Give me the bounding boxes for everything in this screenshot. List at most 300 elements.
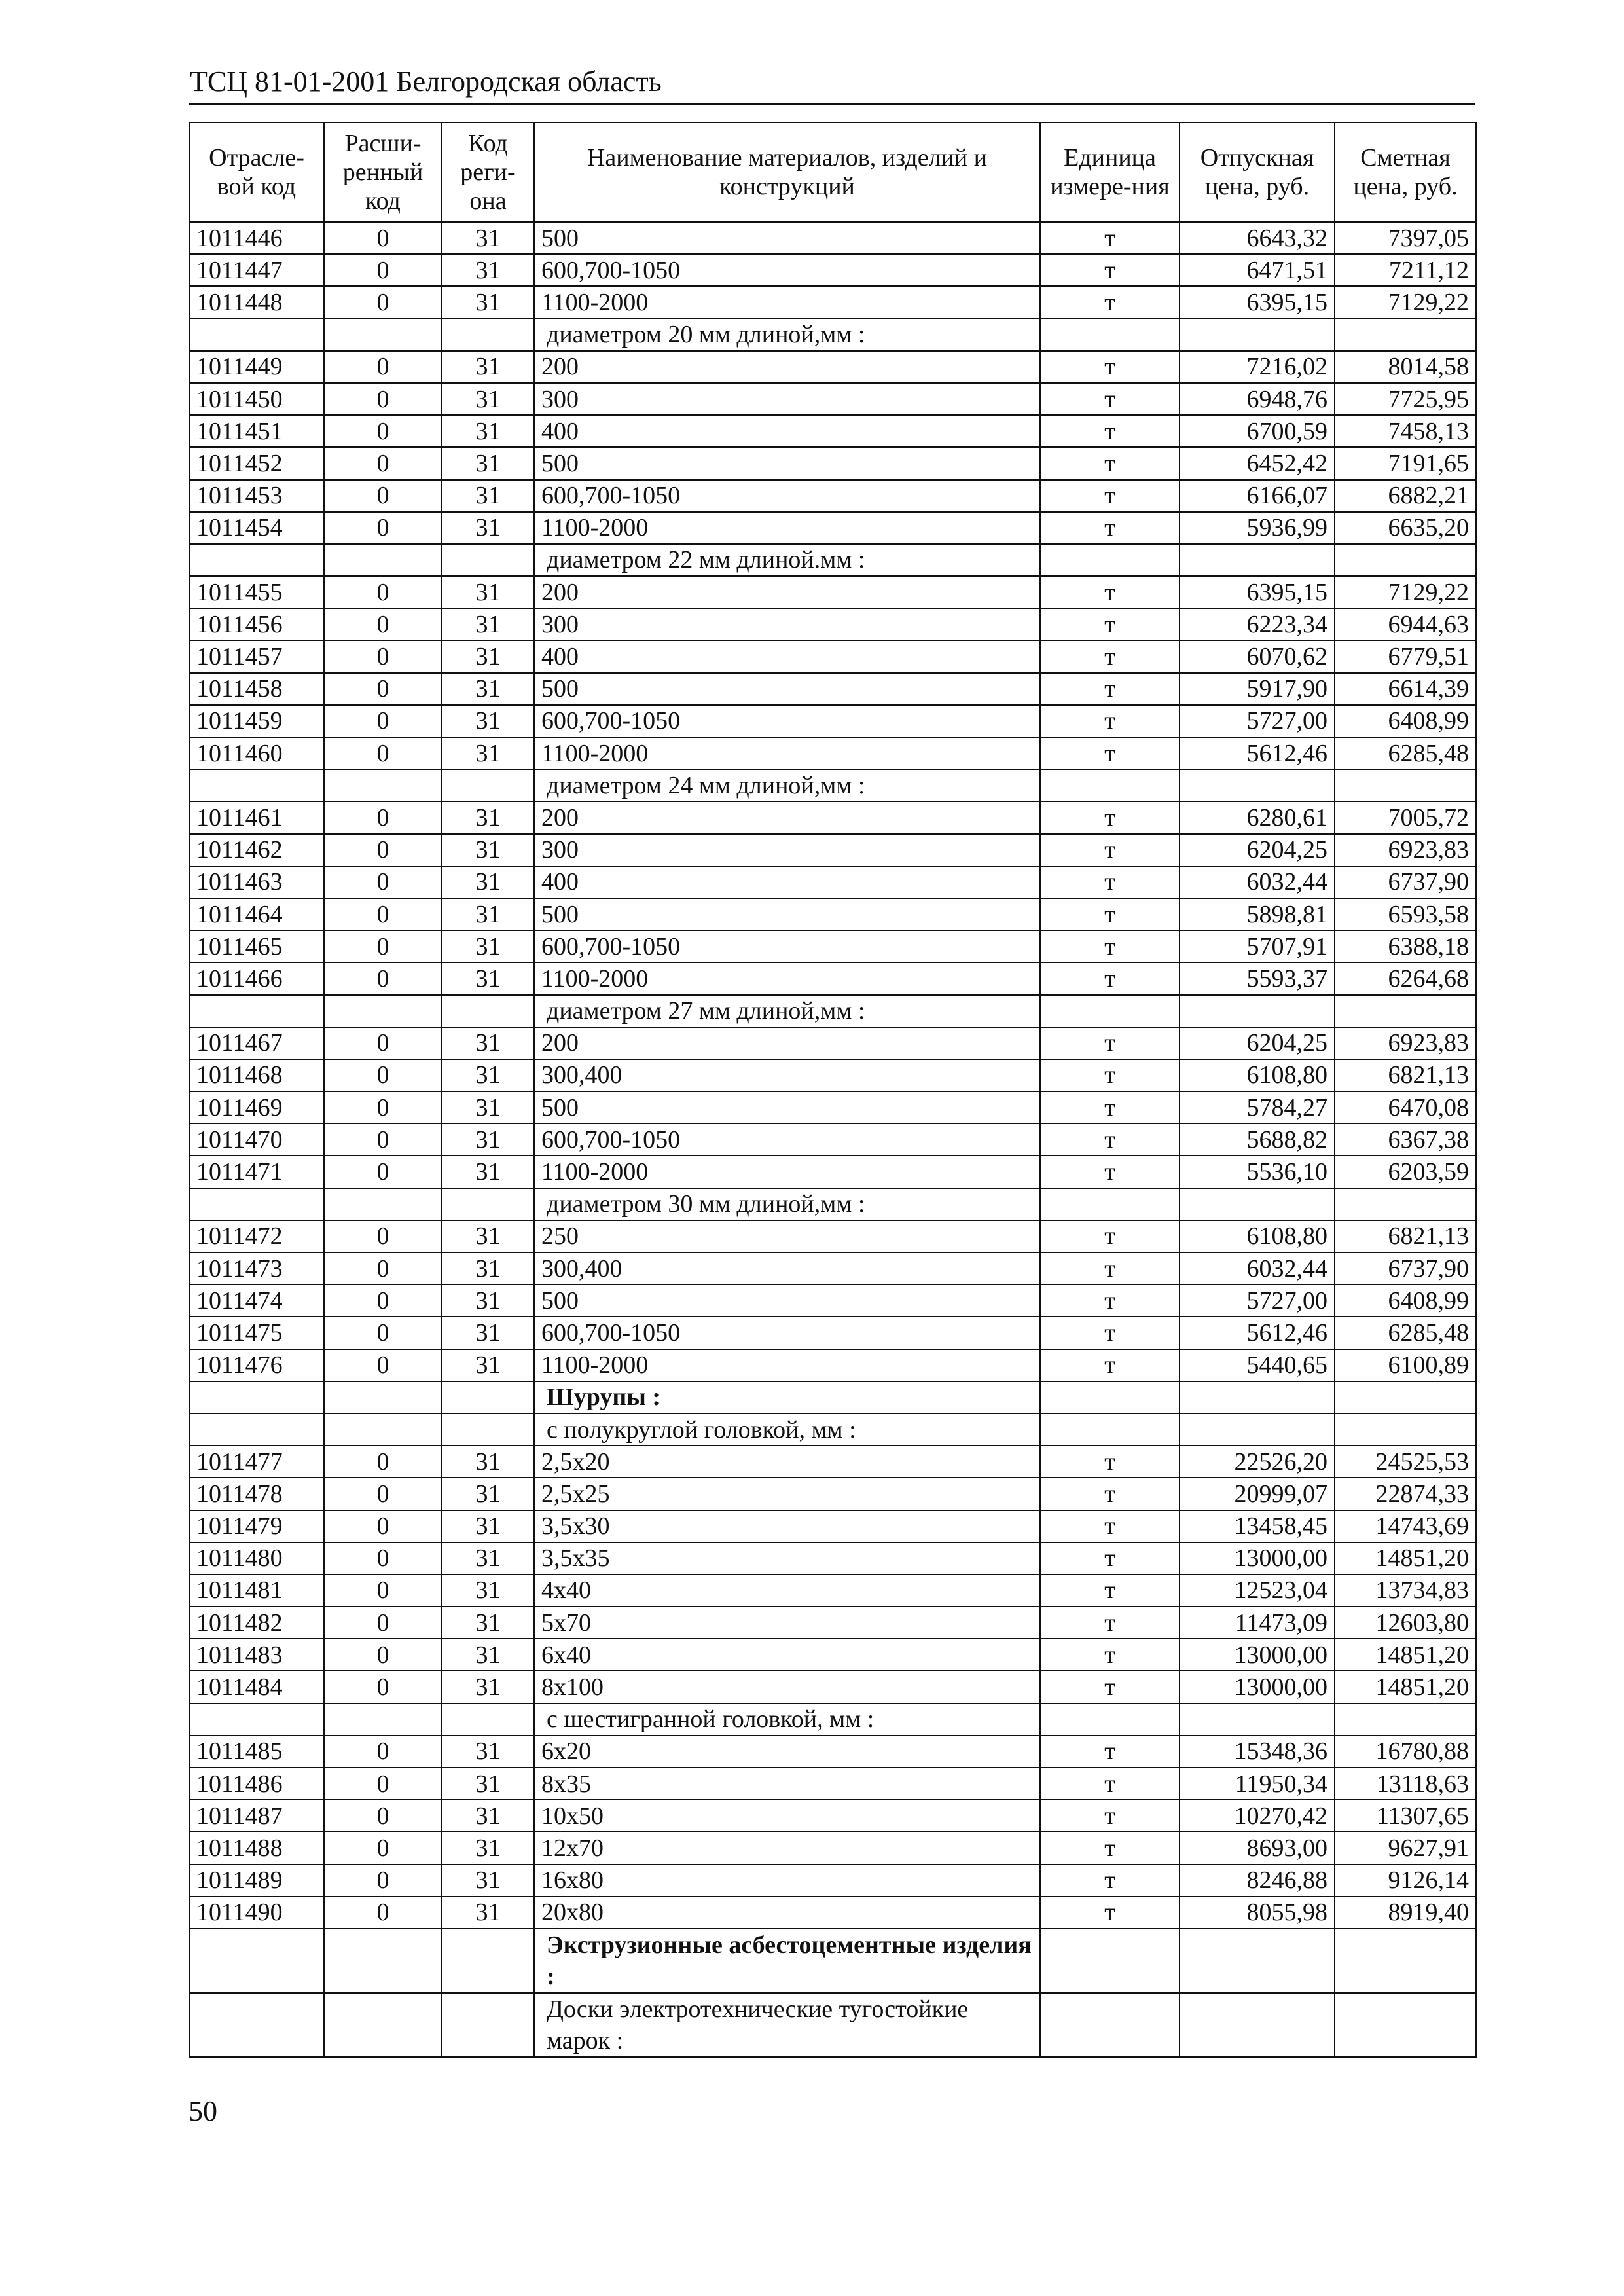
cell-extended-code: 0 [324,351,442,383]
cell-extended-code: 0 [324,1768,442,1800]
cell-release-price: 10270,42 [1180,1800,1335,1832]
table-section-row [189,1929,1476,1993]
cell-estimate-price: 8014,58 [1335,351,1476,383]
cell-name: 6x40 [534,1639,1040,1671]
table-section-row [189,769,1476,801]
cell-branch-code: 1011446 [189,222,324,254]
cell-extended-code: 0 [324,1736,442,1768]
page-number: 50 [189,2095,217,2127]
cell-branch-code: 1011448 [189,286,324,318]
cell-branch-code: 1011479 [189,1510,324,1542]
cell-estimate-price [1335,1381,1476,1413]
table-header-row [189,122,1476,222]
cell-release-price [1180,544,1335,576]
cell-extended-code: 0 [324,1800,442,1832]
cell-extended-code: 0 [324,576,442,608]
cell-name: 400 [534,415,1040,447]
cell-extended-code: 0 [324,447,442,479]
cell-release-price: 6395,15 [1180,576,1335,608]
cell-region-code: 31 [442,930,534,962]
cell-region-code: 31 [442,608,534,640]
cell-name: 16x80 [534,1865,1040,1897]
cell-unit [1040,544,1180,576]
cell-name: 600,700-1050 [534,1123,1040,1156]
cell-name: 8x100 [534,1671,1040,1703]
cell-unit [1040,769,1180,801]
cell-branch-code: 1011458 [189,673,324,705]
cell-branch-code: 1011467 [189,1027,324,1059]
cell-unit: т [1040,737,1180,769]
cell-region-code: 31 [442,1317,534,1349]
cell-extended-code: 0 [324,1059,442,1091]
cell-estimate-price [1335,1188,1476,1220]
cell-branch-code: 1011447 [189,254,324,286]
cell-name: диаметром 22 мм длиной.мм : [534,544,1040,576]
cell-estimate-price: 6821,13 [1335,1220,1476,1252]
cell-name: 300 [534,608,1040,640]
cell-unit: т [1040,1285,1180,1317]
cell-branch-code [189,1381,324,1413]
cell-branch-code [189,1188,324,1220]
table-row [189,1575,1476,1607]
cell-branch-code: 1011487 [189,1800,324,1832]
cell-estimate-price: 6203,59 [1335,1156,1476,1188]
table-section-row [189,1993,1476,2057]
cell-region-code [442,544,534,576]
cell-release-price: 5727,00 [1180,1285,1335,1317]
cell-extended-code: 0 [324,1671,442,1703]
table-row [189,866,1476,898]
table-row [189,383,1476,415]
cell-unit: т [1040,705,1180,737]
cell-branch-code [189,319,324,351]
col-extended-code: Расши-ренный код [324,122,442,222]
table-section-row [189,544,1476,576]
table-row [189,1768,1476,1800]
cell-extended-code: 0 [324,480,442,512]
cell-name: 1100-2000 [534,737,1040,769]
cell-name: 5x70 [534,1607,1040,1639]
cell-region-code: 31 [442,480,534,512]
col-region-code: Код реги-она [442,122,534,222]
table-row [189,1220,1476,1252]
cell-branch-code: 1011459 [189,705,324,737]
cell-estimate-price: 6264,68 [1335,962,1476,994]
cell-unit [1040,1929,1180,1993]
cell-region-code [442,995,534,1027]
cell-estimate-price [1335,319,1476,351]
cell-release-price: 5440,65 [1180,1349,1335,1381]
cell-branch-code [189,995,324,1027]
cell-extended-code: 0 [324,1575,442,1607]
cell-region-code: 31 [442,866,534,898]
cell-release-price: 22526,20 [1180,1446,1335,1478]
cell-unit: т [1040,1671,1180,1703]
cell-name: 300,400 [534,1059,1040,1091]
cell-extended-code: 0 [324,1252,442,1285]
cell-estimate-price: 6779,51 [1335,640,1476,672]
cell-region-code [442,1929,534,1993]
cell-branch-code [189,1704,324,1736]
cell-estimate-price: 6408,99 [1335,705,1476,737]
cell-branch-code: 1011454 [189,512,324,544]
cell-release-price: 5612,46 [1180,1317,1335,1349]
table-row [189,801,1476,833]
cell-name: 6x20 [534,1736,1040,1768]
cell-release-price: 6166,07 [1180,480,1335,512]
cell-release-price: 5707,91 [1180,930,1335,962]
cell-unit: т [1040,1317,1180,1349]
cell-name: 1100-2000 [534,512,1040,544]
cell-extended-code: 0 [324,1446,442,1478]
cell-name: 2,5x25 [534,1478,1040,1510]
table-row [189,480,1476,512]
cell-estimate-price: 6100,89 [1335,1349,1476,1381]
cell-name: Экструзионные асбестоцементные изделия : [534,1929,1040,1993]
cell-unit: т [1040,1446,1180,1478]
cell-estimate-price [1335,769,1476,801]
cell-estimate-price [1335,544,1476,576]
cell-unit: т [1040,1123,1180,1156]
cell-estimate-price: 9126,14 [1335,1865,1476,1897]
cell-branch-code [189,769,324,801]
cell-unit: т [1040,1156,1180,1188]
cell-branch-code: 1011473 [189,1252,324,1285]
cell-branch-code: 1011476 [189,1349,324,1381]
cell-release-price [1180,1381,1335,1413]
cell-estimate-price: 12603,80 [1335,1607,1476,1639]
cell-extended-code: 0 [324,673,442,705]
cell-region-code: 31 [442,1607,534,1639]
cell-release-price: 8246,88 [1180,1865,1335,1897]
cell-region-code: 31 [442,801,534,833]
cell-branch-code [189,1993,324,2057]
cell-name: 300,400 [534,1252,1040,1285]
cell-region-code: 31 [442,640,534,672]
cell-region-code: 31 [442,1768,534,1800]
col-name: Наименование материалов, изделий и конструкций [534,122,1040,222]
table-row [189,930,1476,962]
cell-estimate-price: 11307,65 [1335,1800,1476,1832]
cell-extended-code: 0 [324,222,442,254]
price-table [189,122,1477,2058]
cell-unit: т [1040,1220,1180,1252]
cell-extended-code: 0 [324,1897,442,1929]
cell-branch-code: 1011489 [189,1865,324,1897]
cell-branch-code: 1011475 [189,1317,324,1349]
table-row [189,1671,1476,1703]
cell-branch-code: 1011478 [189,1478,324,1510]
cell-extended-code: 0 [324,962,442,994]
cell-estimate-price: 13118,63 [1335,1768,1476,1800]
cell-release-price: 5784,27 [1180,1091,1335,1123]
cell-estimate-price: 6285,48 [1335,1317,1476,1349]
cell-name: 3,5x30 [534,1510,1040,1542]
cell-branch-code: 1011485 [189,1736,324,1768]
table-row [189,1510,1476,1542]
table-row [189,1059,1476,1091]
cell-release-price: 5936,99 [1180,512,1335,544]
cell-branch-code: 1011461 [189,801,324,833]
header-rule [189,103,1475,105]
cell-unit: т [1040,1510,1180,1542]
table-section-row [189,1188,1476,1220]
cell-branch-code: 1011460 [189,737,324,769]
cell-name: 3,5x35 [534,1542,1040,1575]
cell-region-code: 31 [442,1156,534,1188]
cell-region-code: 31 [442,1736,534,1768]
cell-region-code: 31 [442,962,534,994]
cell-release-price: 5688,82 [1180,1123,1335,1156]
cell-region-code: 31 [442,1349,534,1381]
cell-release-price: 5727,00 [1180,705,1335,737]
cell-name: диаметром 20 мм длиной,мм : [534,319,1040,351]
cell-name: 400 [534,866,1040,898]
table-row [189,1156,1476,1188]
cell-name: 500 [534,898,1040,930]
cell-unit: т [1040,1897,1180,1929]
table-row [189,1091,1476,1123]
cell-estimate-price: 6737,90 [1335,866,1476,898]
cell-estimate-price: 6923,83 [1335,1027,1476,1059]
table-row [189,1252,1476,1285]
table-row [189,1832,1476,1864]
cell-unit [1040,1413,1180,1446]
cell-unit: т [1040,222,1180,254]
cell-release-price: 6032,44 [1180,1252,1335,1285]
cell-estimate-price: 9627,91 [1335,1832,1476,1864]
cell-unit: т [1040,1478,1180,1510]
table-section-row [189,319,1476,351]
cell-extended-code: 0 [324,898,442,930]
table-row [189,962,1476,994]
cell-extended-code: 0 [324,1542,442,1575]
col-branch-code: Отрасле-вой код [189,122,324,222]
cell-name: 500 [534,1091,1040,1123]
cell-branch-code: 1011490 [189,1897,324,1929]
cell-region-code: 31 [442,447,534,479]
cell-release-price: 6700,59 [1180,415,1335,447]
cell-region-code: 31 [442,1800,534,1832]
cell-branch-code [189,1929,324,1993]
cell-extended-code: 0 [324,1639,442,1671]
cell-release-price [1180,319,1335,351]
cell-release-price: 6948,76 [1180,383,1335,415]
cell-estimate-price: 6367,38 [1335,1123,1476,1156]
cell-region-code: 31 [442,1671,534,1703]
cell-region-code: 31 [442,737,534,769]
cell-extended-code: 0 [324,608,442,640]
cell-unit: т [1040,351,1180,383]
table-row [189,1607,1476,1639]
table-row [189,351,1476,383]
table-row [189,1349,1476,1381]
cell-release-price: 6204,25 [1180,1027,1335,1059]
cell-release-price: 7216,02 [1180,351,1335,383]
col-estimate-price: Сметная цена, руб. [1335,122,1476,222]
table-row [189,705,1476,737]
cell-extended-code [324,544,442,576]
cell-extended-code [324,1704,442,1736]
cell-extended-code: 0 [324,1317,442,1349]
table-row [189,1736,1476,1768]
cell-region-code: 31 [442,1639,534,1671]
cell-estimate-price: 8919,40 [1335,1897,1476,1929]
cell-extended-code [324,1381,442,1413]
cell-extended-code: 0 [324,640,442,672]
cell-branch-code: 1011471 [189,1156,324,1188]
cell-estimate-price [1335,1929,1476,1993]
table-row [189,1639,1476,1671]
cell-unit: т [1040,480,1180,512]
cell-region-code: 31 [442,1091,534,1123]
cell-branch-code: 1011481 [189,1575,324,1607]
cell-name: 200 [534,1027,1040,1059]
cell-estimate-price: 6285,48 [1335,737,1476,769]
cell-estimate-price [1335,1704,1476,1736]
cell-release-price: 6452,42 [1180,447,1335,479]
cell-branch-code: 1011477 [189,1446,324,1478]
cell-unit: т [1040,383,1180,415]
cell-name: 10x50 [534,1800,1040,1832]
cell-release-price: 6204,25 [1180,834,1335,866]
cell-region-code: 31 [442,512,534,544]
cell-estimate-price [1335,1413,1476,1446]
cell-estimate-price: 7458,13 [1335,415,1476,447]
cell-unit: т [1040,673,1180,705]
cell-region-code: 31 [442,1123,534,1156]
cell-extended-code: 0 [324,1478,442,1510]
table-row [189,608,1476,640]
cell-region-code [442,1381,534,1413]
cell-extended-code [324,319,442,351]
table-row [189,898,1476,930]
cell-region-code: 31 [442,351,534,383]
cell-branch-code: 1011455 [189,576,324,608]
cell-estimate-price: 6614,39 [1335,673,1476,705]
cell-extended-code [324,769,442,801]
cell-estimate-price: 7397,05 [1335,222,1476,254]
cell-unit: т [1040,415,1180,447]
cell-name: 1100-2000 [534,286,1040,318]
cell-estimate-price: 14851,20 [1335,1639,1476,1671]
cell-branch-code: 1011463 [189,866,324,898]
cell-estimate-price: 6821,13 [1335,1059,1476,1091]
cell-extended-code: 0 [324,1349,442,1381]
cell-branch-code: 1011465 [189,930,324,962]
cell-branch-code: 1011452 [189,447,324,479]
cell-release-price: 6471,51 [1180,254,1335,286]
cell-estimate-price [1335,1993,1476,2057]
cell-branch-code: 1011483 [189,1639,324,1671]
table-section-row [189,1413,1476,1446]
cell-release-price [1180,1188,1335,1220]
cell-unit: т [1040,286,1180,318]
cell-unit [1040,1704,1180,1736]
cell-name: 600,700-1050 [534,480,1040,512]
document-title: ТСЦ 81-01-2001 Белгородская область [190,65,662,98]
cell-unit: т [1040,608,1180,640]
cell-unit: т [1040,254,1180,286]
cell-region-code: 31 [442,415,534,447]
cell-unit: т [1040,801,1180,833]
cell-name: Доски электротехнические тугостойкие марок : [534,1993,1040,2057]
cell-region-code: 31 [442,576,534,608]
cell-estimate-price: 6408,99 [1335,1285,1476,1317]
cell-unit: т [1040,576,1180,608]
cell-name: 4x40 [534,1575,1040,1607]
cell-unit: т [1040,1832,1180,1864]
table-row [189,640,1476,672]
table-row [189,447,1476,479]
cell-estimate-price: 7191,65 [1335,447,1476,479]
cell-unit: т [1040,1059,1180,1091]
cell-name: 300 [534,383,1040,415]
cell-estimate-price: 6635,20 [1335,512,1476,544]
cell-region-code [442,1704,534,1736]
table-section-row [189,1704,1476,1736]
cell-name: 500 [534,222,1040,254]
cell-extended-code: 0 [324,1156,442,1188]
cell-branch-code: 1011480 [189,1542,324,1575]
cell-branch-code: 1011450 [189,383,324,415]
cell-region-code: 31 [442,898,534,930]
cell-region-code [442,319,534,351]
cell-extended-code [324,995,442,1027]
cell-release-price: 13000,00 [1180,1671,1335,1703]
cell-region-code: 31 [442,1832,534,1864]
cell-name: 500 [534,673,1040,705]
cell-region-code: 31 [442,1446,534,1478]
cell-extended-code: 0 [324,1027,442,1059]
cell-estimate-price: 6388,18 [1335,930,1476,962]
cell-unit: т [1040,1252,1180,1285]
cell-release-price [1180,1993,1335,2057]
cell-extended-code: 0 [324,866,442,898]
cell-region-code: 31 [442,383,534,415]
cell-region-code: 31 [442,1510,534,1542]
cell-estimate-price: 13734,83 [1335,1575,1476,1607]
cell-extended-code: 0 [324,801,442,833]
cell-unit [1040,1381,1180,1413]
cell-branch-code: 1011488 [189,1832,324,1864]
cell-branch-code: 1011482 [189,1607,324,1639]
cell-extended-code [324,1929,442,1993]
cell-name: с полукруглой головкой, мм : [534,1413,1040,1446]
cell-unit: т [1040,1768,1180,1800]
cell-unit: т [1040,1349,1180,1381]
cell-region-code: 31 [442,1285,534,1317]
cell-branch-code: 1011468 [189,1059,324,1091]
table-row [189,1865,1476,1897]
cell-branch-code: 1011472 [189,1220,324,1252]
cell-branch-code: 1011470 [189,1123,324,1156]
cell-region-code: 31 [442,1897,534,1929]
cell-release-price: 13000,00 [1180,1639,1335,1671]
table-section-row [189,995,1476,1027]
table-row [189,737,1476,769]
cell-name: 400 [534,640,1040,672]
cell-extended-code: 0 [324,286,442,318]
cell-unit: т [1040,512,1180,544]
cell-release-price: 8693,00 [1180,1832,1335,1864]
cell-extended-code: 0 [324,1510,442,1542]
cell-extended-code [324,1188,442,1220]
cell-extended-code: 0 [324,1220,442,1252]
cell-estimate-price: 16780,88 [1335,1736,1476,1768]
cell-region-code: 31 [442,1865,534,1897]
cell-estimate-price: 24525,53 [1335,1446,1476,1478]
